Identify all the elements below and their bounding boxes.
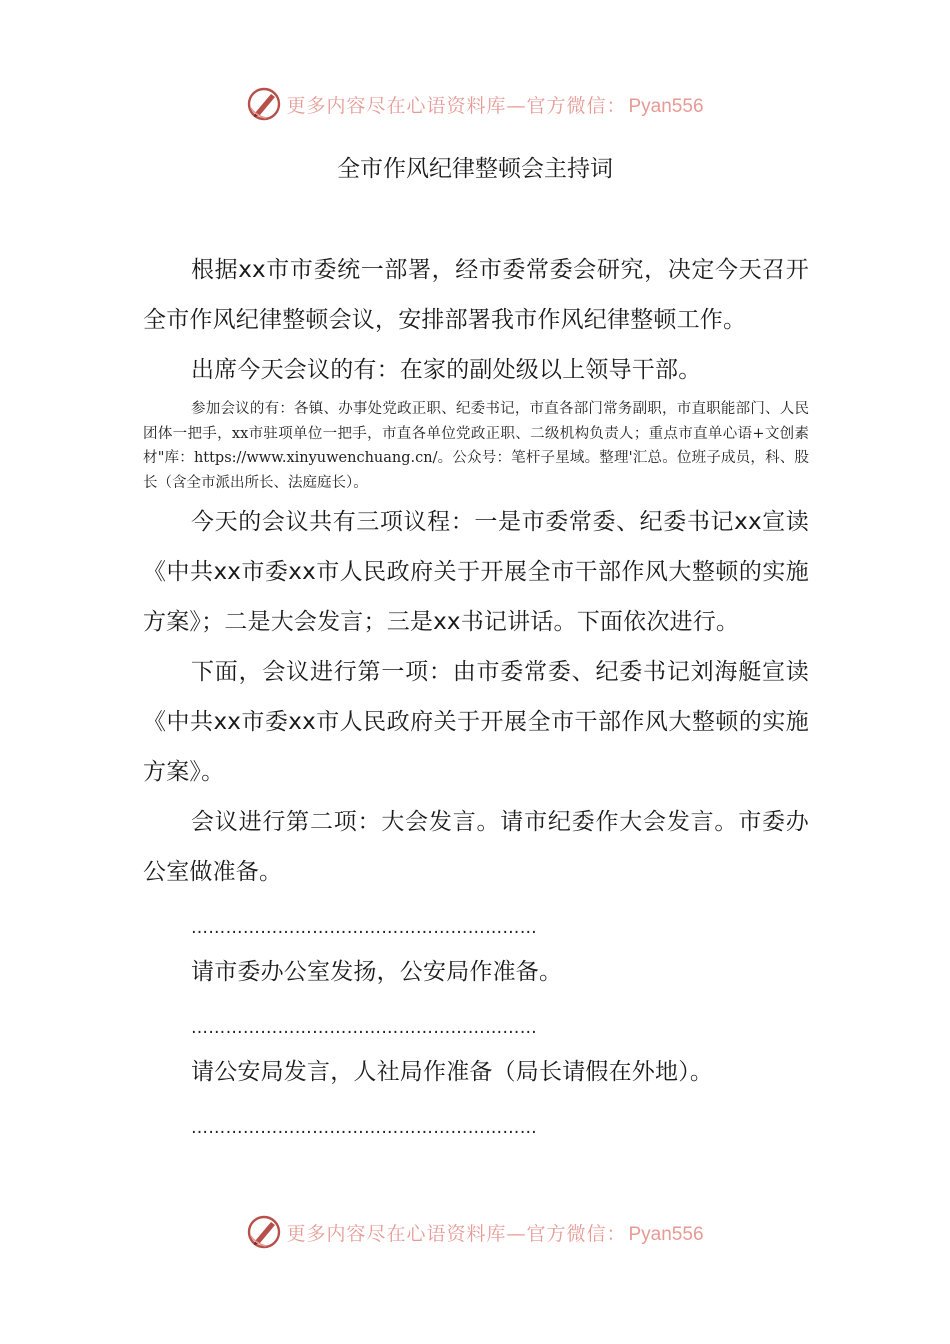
paragraph-intro: 根据xx市市委统一部署，经市委常委会研究，决定今天召开全市作风纪律整顿会议，安排部署我市作风纪律整顿工作。 xyxy=(143,257,809,333)
pen-logo-icon xyxy=(246,86,282,122)
ellipsis-separator: …………………………………………………… xyxy=(191,1118,537,1138)
pen-logo-icon xyxy=(246,1214,282,1250)
watermark-text: 更多内容尽在心语资料库—官方微信： Pyan556 xyxy=(286,94,704,117)
watermark-brand: Pyan556 xyxy=(628,95,704,117)
paragraph-participants-note: 参加会议的有：各镇、办事处党政正职、纪委书记，市直各部门常务副职，市直职能部门、人民团体一把手，xx市驻项单位一把手，市直各单位党政正职、二级机构负责人；重点市直单心语+文创素材"库：https://www.xinyuwenchuang.cn/。公众号：笔杆子星域。整理'汇总。位班子成员，科、股长（含全市派出所长、法庭庭长）。 xyxy=(143,401,809,491)
paragraph-police-speech: 请公安局发言，人社局作准备（局长请假在外地）。 xyxy=(191,1059,714,1085)
ellipsis-separator: …………………………………………………… xyxy=(191,1018,537,1038)
document-body xyxy=(143,245,809,1147)
paragraph-agenda: 今天的会议共有三项议程：一是市委常委、纪委书记xx宣读《中共xx市委xx市人民政府关于开展全市干部作风大整顿的实施方案》；二是大会发言；三是xx书记讲话。下面依次进行。 xyxy=(143,509,809,635)
paragraph-attendees: 出席今天会议的有：在家的副处级以上领导干部。 xyxy=(191,357,702,383)
watermark-banner-bottom xyxy=(0,1210,950,1254)
document-title: 全市作风纪律整顿会主持词 xyxy=(337,156,613,182)
paragraph-office-speech: 请市委办公室发扬，公安局作准备。 xyxy=(191,959,563,985)
watermark-brand: Pyan556 xyxy=(628,1223,704,1245)
paragraph-item-one: 下面，会议进行第一项：由市委常委、纪委书记刘海艇宣读《中共xx市委xx市人民政府关于开展全市干部作风大整顿的实施方案》。 xyxy=(143,659,809,785)
watermark-text: 更多内容尽在心语资料库—官方微信： Pyan556 xyxy=(286,1222,704,1245)
ellipsis-separator: …………………………………………………… xyxy=(191,918,537,938)
paragraph-item-two: 会议进行第二项：大会发言。请市纪委作大会发言。市委办公室做准备。 xyxy=(143,809,809,885)
watermark-banner-top xyxy=(0,82,950,126)
